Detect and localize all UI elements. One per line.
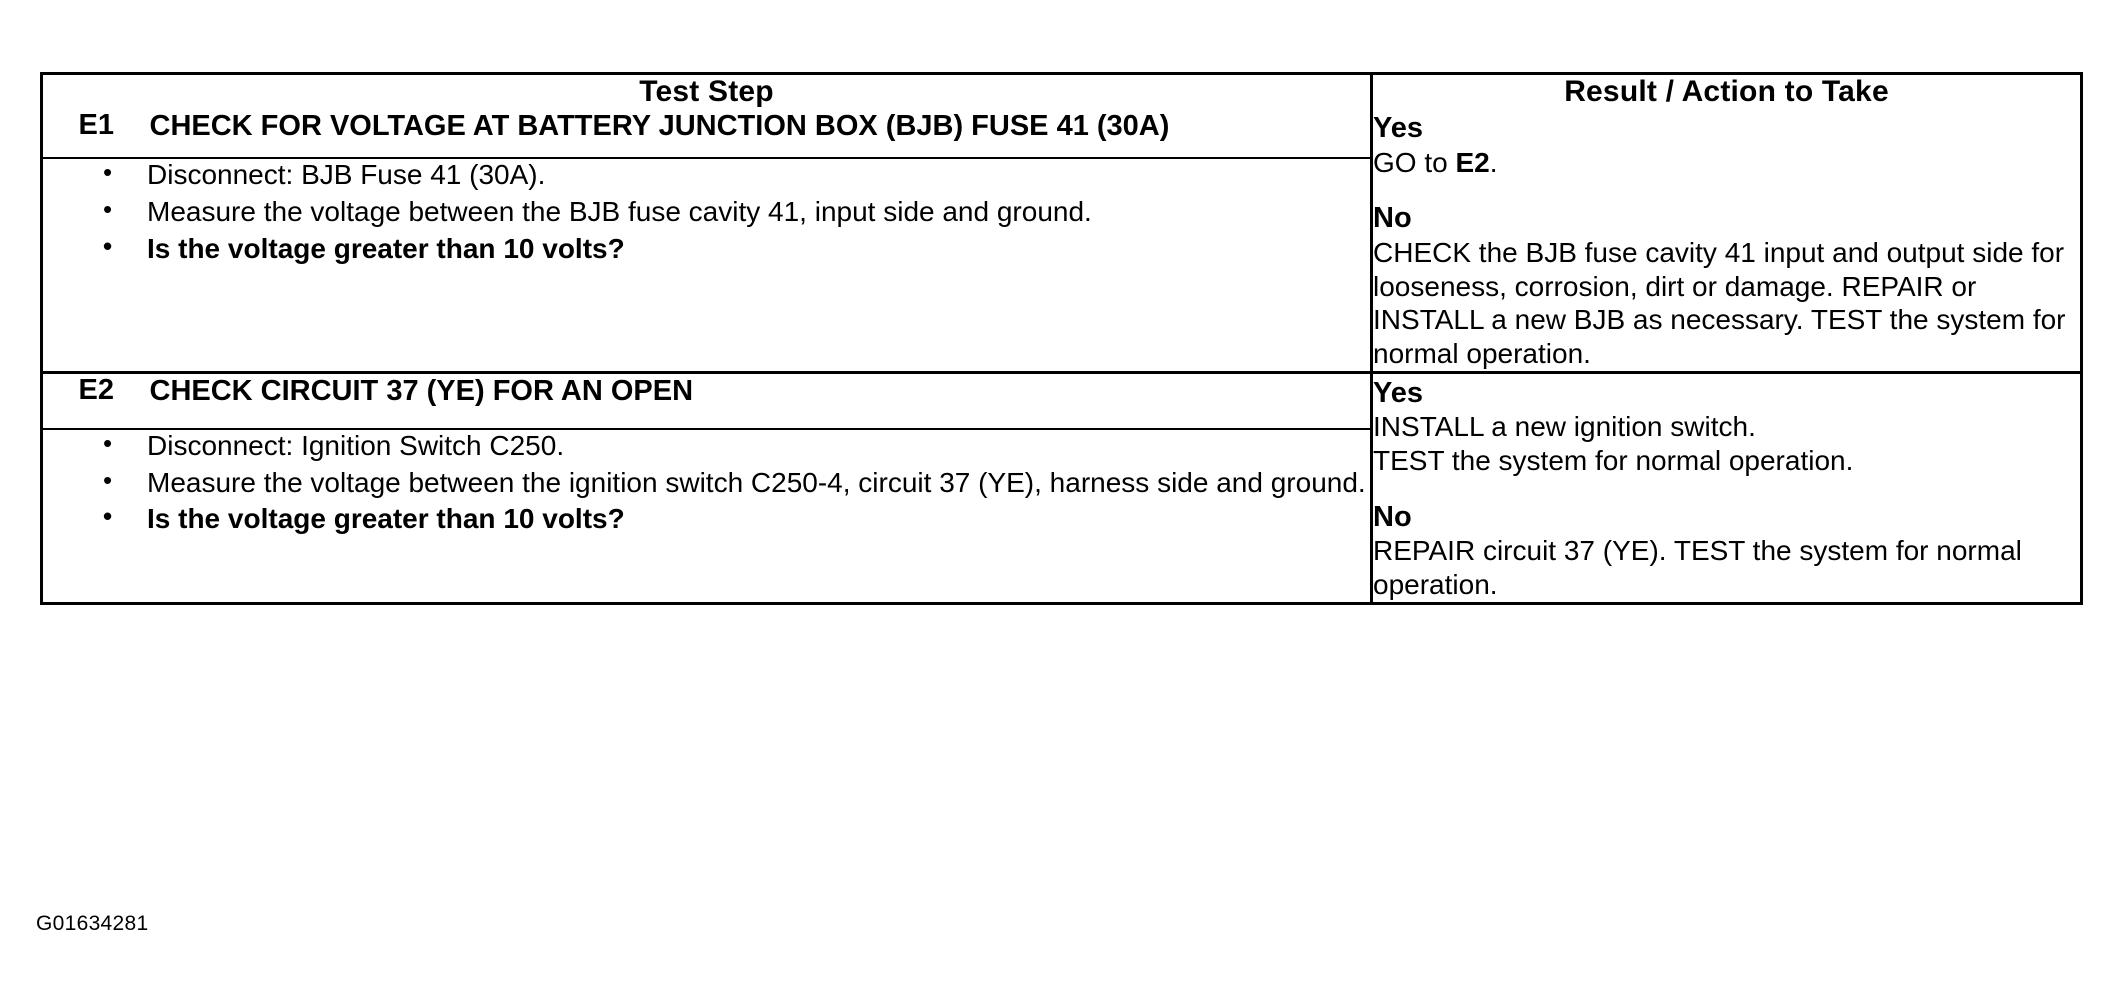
table-row	[42, 109, 2082, 158]
spacer	[43, 270, 1370, 310]
list-item: • Disconnect: BJB Fuse 41 (30A).	[103, 159, 1370, 192]
result-yes-text-line2-e2: TEST the system for normal operation.	[1373, 444, 1854, 476]
step-id-e1: E1	[42, 109, 150, 158]
step-title-e2: CHECK CIRCUIT 37 (YE) FOR AN OPEN	[150, 372, 1372, 429]
step-title-e1: CHECK FOR VOLTAGE AT BATTERY JUNCTION BOX (BJB) FUSE 41 (30A)	[150, 109, 1372, 158]
step-body-e2	[42, 429, 1372, 603]
result-yes-text-bold-e1: E2	[1455, 146, 1490, 178]
result-yes-text-part1-e1: GO to	[1373, 146, 1456, 178]
step-bullet-list-e2	[43, 430, 1370, 536]
table-header-row	[42, 74, 2082, 110]
list-item: • Is the voltage greater than 10 volts?	[103, 233, 1370, 266]
result-cell-e2	[1372, 372, 2082, 603]
result-yes-text-line1-e2: INSTALL a new ignition switch.	[1373, 411, 1756, 443]
result-yes-label-e1: Yes	[1373, 112, 1424, 144]
result-no-label-e2: No	[1373, 500, 1412, 533]
step-bullet-list-e1	[43, 159, 1370, 265]
step-id-e2: E2	[42, 372, 150, 429]
pinpoint-test-table	[40, 72, 2083, 605]
column-header-test-step: Test Step	[42, 74, 1372, 110]
step-body-e1	[42, 158, 1372, 372]
list-item: • Measure the voltage between the ignition switch C250-4, circuit 37 (YE), harness side and ground.	[103, 467, 1370, 500]
pinpoint-test-table-wrapper	[40, 72, 2080, 605]
result-cell-e1	[1372, 109, 2082, 372]
result-no-text-e1: CHECK the BJB fuse cavity 41 input and output side for looseness, corrosion, dirt or damage. REPAIR or INSTALL a new BJB as necessary. TEST the system for normal operation.	[1373, 237, 2066, 369]
result-yes-text-e1	[1373, 146, 2080, 180]
list-item: • Disconnect: Ignition Switch C250.	[103, 430, 1370, 463]
list-item: • Is the voltage greater than 10 volts?	[103, 503, 1370, 536]
result-yes-label-e2: Yes	[1373, 376, 1424, 409]
result-no-text-e2: REPAIR circuit 37 (YE). TEST the system for normal operation.	[1373, 535, 2022, 600]
column-header-result-action: Result / Action to Take	[1564, 75, 1889, 108]
figure-caption: G01634281	[36, 912, 149, 935]
table-row	[42, 372, 2082, 429]
list-item: • Measure the voltage between the BJB fuse cavity 41, input side and ground.	[103, 196, 1370, 229]
result-no-label-e1: No	[1373, 202, 1412, 235]
result-yes-text-part2-e1: .	[1489, 146, 1498, 178]
